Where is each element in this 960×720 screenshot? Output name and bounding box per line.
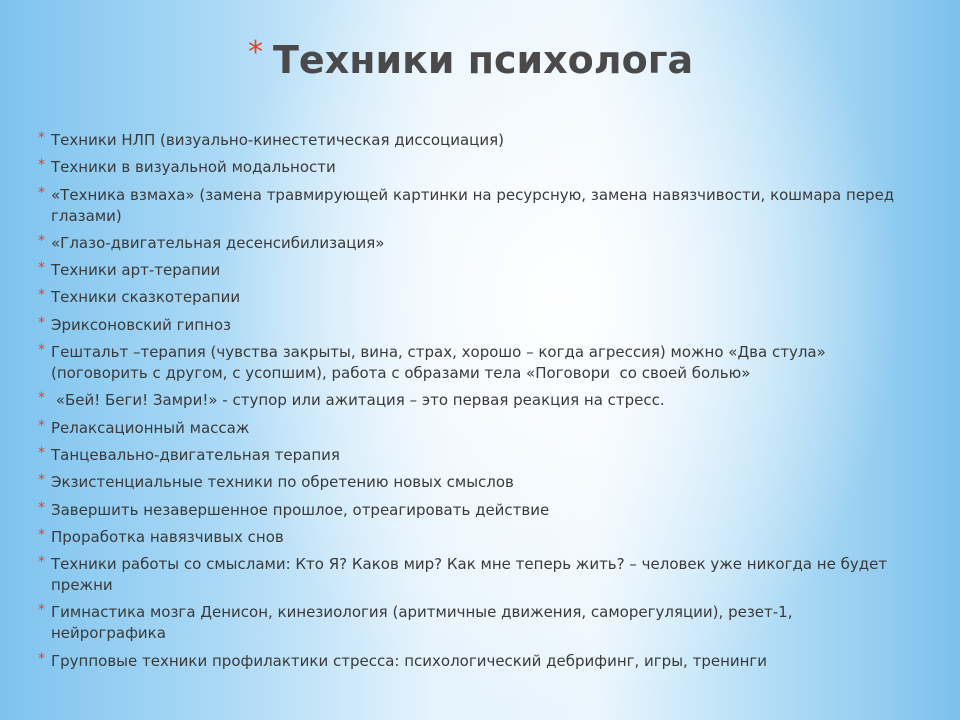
bullet-icon: *: [38, 287, 45, 304]
list-item-text: Техники НЛП (визуально-кинестетическая диссоциация): [51, 131, 505, 149]
bullet-icon: *: [38, 130, 45, 146]
list-item: [38, 418, 898, 439]
bullet-icon: *: [38, 650, 45, 667]
bullet-icon: *: [38, 602, 45, 619]
list-item-text: «Бей! Беги! Замри!» - ступор или ажитация – это первая реакция на стресс.: [51, 391, 665, 410]
slide-title: [248, 34, 693, 86]
bullet-icon: *: [38, 260, 45, 277]
list-item: [38, 602, 898, 644]
list-item-text: Техники в визуальной модальности: [51, 158, 336, 177]
bullet-icon: *: [38, 417, 45, 434]
list-item: [38, 260, 898, 281]
bullet-icon: *: [38, 342, 45, 359]
title-bullet-icon: *: [248, 35, 263, 70]
list-item: [38, 233, 898, 254]
title-text: Техники психолога: [273, 38, 694, 82]
list-item: [38, 157, 898, 178]
bullet-icon: *: [38, 499, 45, 516]
bullet-icon: *: [38, 232, 45, 249]
list-item-text: «Глазо-двигательная десенсибилизация»: [51, 233, 385, 252]
list-item-text: Экзистенциальные техники по обретению новых смыслов: [51, 473, 514, 492]
list-item: [38, 342, 898, 384]
list-item: [38, 527, 898, 548]
list-item-text: Гештальт –терапия (чувства закрыты, вина, страх, хорошо – когда агрессия) можно «Два стула» (поговорить с другом, с усопшим), работа с образами тела «Поговори со своей болью»: [51, 343, 831, 383]
list-item-text: Техники арт-терапии: [51, 261, 221, 280]
list-item-text: Гимнастика мозга Денисон, кинезиология (аритмичные движения, саморегуляции), резет-1, нейрографика: [51, 603, 798, 643]
list-item-text: Проработка навязчивых снов: [51, 527, 284, 546]
bullet-icon: *: [38, 157, 45, 174]
list-item: [38, 445, 898, 466]
list-item: [38, 390, 898, 411]
list-item: [38, 315, 898, 336]
list-item: [38, 554, 898, 596]
bullet-list: [38, 130, 898, 678]
list-item: [38, 287, 898, 308]
list-item: [38, 130, 898, 151]
list-item: [38, 185, 898, 227]
bullet-icon: *: [38, 390, 45, 407]
list-item-text: «Техника взмаха» (замена травмирующей картинки на ресурсную, замена навязчивости, кошмара перед глазами): [51, 185, 899, 225]
list-item-text: Завершить незавершенное прошлое, отреагировать действие: [51, 500, 550, 519]
list-item-text: Групповые техники профилактики стресса: психологический дебрифинг, игры, тренинги: [51, 651, 768, 670]
bullet-icon: *: [38, 444, 45, 461]
list-item-text: Релаксационный массаж: [51, 418, 250, 437]
bullet-icon: *: [38, 526, 45, 543]
list-item-text: Эриксоновский гипноз: [51, 315, 232, 334]
bullet-icon: *: [38, 472, 45, 489]
list-item-text: Техники работы со смыслами: Кто Я? Каков мир? Как мне теперь жить? – человек уже никогда не будет прежни: [51, 555, 892, 595]
bullet-icon: *: [38, 554, 45, 571]
list-item-text: Танцевально-двигательная терапия: [51, 445, 340, 464]
list-item: [38, 472, 898, 493]
bullet-icon: *: [38, 184, 45, 201]
list-item: [38, 651, 898, 672]
list-item-text: Техники сказкотерапии: [51, 288, 241, 307]
list-item: [38, 500, 898, 521]
bullet-icon: *: [38, 314, 45, 331]
